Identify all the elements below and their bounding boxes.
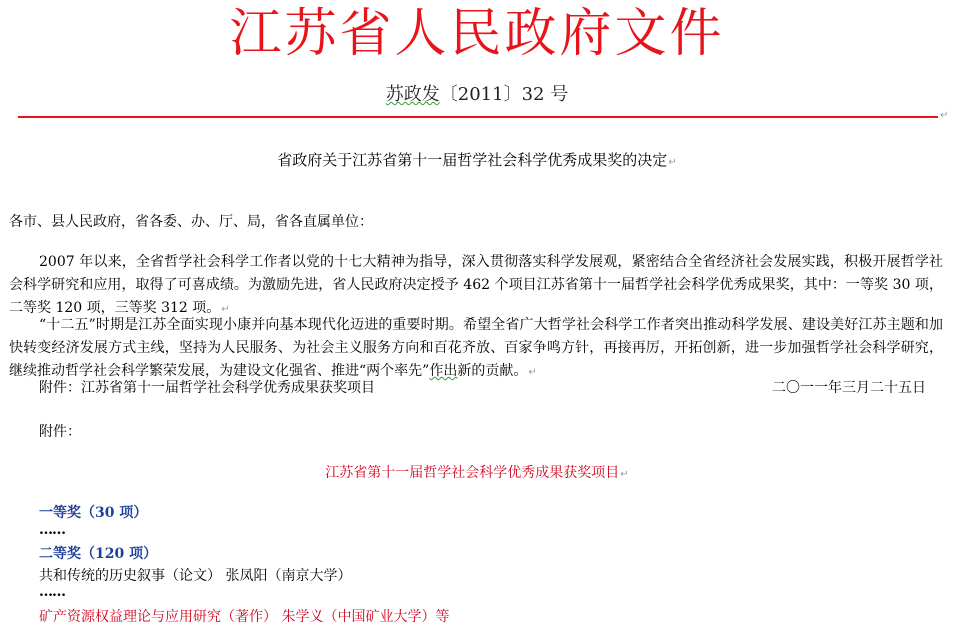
- body-paragraph-2: [9, 314, 943, 384]
- document-number: [0, 80, 954, 106]
- document-header-title: 江苏省人民政府文件: [229, 4, 725, 64]
- ellipsis: ……: [39, 584, 65, 600]
- header-divider: [18, 116, 938, 118]
- addressee-line: 各市、县人民政府，省各委、办、厅、局，省各直属单位：: [9, 214, 373, 230]
- body-paragraph-1: [9, 251, 943, 321]
- body-paragraph-2-ending: 新的贡献。: [457, 363, 528, 379]
- paragraph-mark-icon: ↵: [528, 367, 537, 378]
- ellipsis: ……: [39, 522, 65, 538]
- attachment-heading: 附件：: [39, 424, 81, 440]
- decision-title-text: 省政府关于江苏省第十一届哲学社会科学优秀成果奖的决定: [277, 151, 668, 169]
- awards-list-title-text: 江苏省第十一届哲学社会科学优秀成果获奖项目: [325, 465, 620, 481]
- first-prize-heading: 一等奖（30 项）: [39, 505, 148, 521]
- paragraph-mark-icon: ↵: [940, 110, 949, 121]
- second-prize-heading: 二等奖（120 项）: [39, 546, 158, 562]
- awards-list-title: [0, 462, 954, 482]
- doc-number-suffix: 〔2011〕32 号: [439, 84, 569, 105]
- spellcheck-flagged-word: 作出: [429, 363, 458, 379]
- decision-title: [0, 149, 954, 170]
- award-entry: 矿产资源权益理论与应用研究（著作） 朱学义（中国矿业大学）等: [39, 609, 450, 625]
- paragraph-mark-icon: ↵: [620, 469, 629, 480]
- doc-number-prefix: 苏政发: [385, 84, 440, 105]
- award-entry: 共和传统的历史叙事（论文） 张凤阳（南京大学）: [39, 568, 352, 584]
- paragraph-mark-icon: ↵: [221, 304, 230, 315]
- body-paragraph-2-text: “十二五”时期是江苏全面实现小康并向基本现代化迈进的重要时期。希望全省广大哲学社会科学工作者突出推动科学发展、建设美好江苏主题和加快转变经济发展方式主线，坚持为人民服务、为社会主义服务方向和百花齐放、百家争鸣方针，再接再厉，开拓创新，进一步加强哲学社会科学研究，继续推动哲学社会科学繁荣发展，为建设文化强省、推进“两个率先”: [9, 317, 943, 379]
- attachment-line: 附件：江苏省第十一届哲学社会科学优秀成果获奖项目: [39, 380, 375, 396]
- issue-date: 二〇一一年三月二十五日: [772, 380, 926, 396]
- body-paragraph-1-text: 2007 年以来，全省哲学社会科学工作者以党的十七大精神为指导，深入贯彻落实科学发展观，紧密结合全省经济社会发展实践，积极开展哲学社会科学研究和应用，取得了可喜成绩。为激励先进，省人民政府决定授予 462 个项目江苏省第十一届哲学社会科学优秀成果奖，其中：一等奖 30 项，二等奖 120 项，三等奖 312 项。: [9, 254, 943, 316]
- paragraph-mark-icon: ↵: [668, 157, 677, 168]
